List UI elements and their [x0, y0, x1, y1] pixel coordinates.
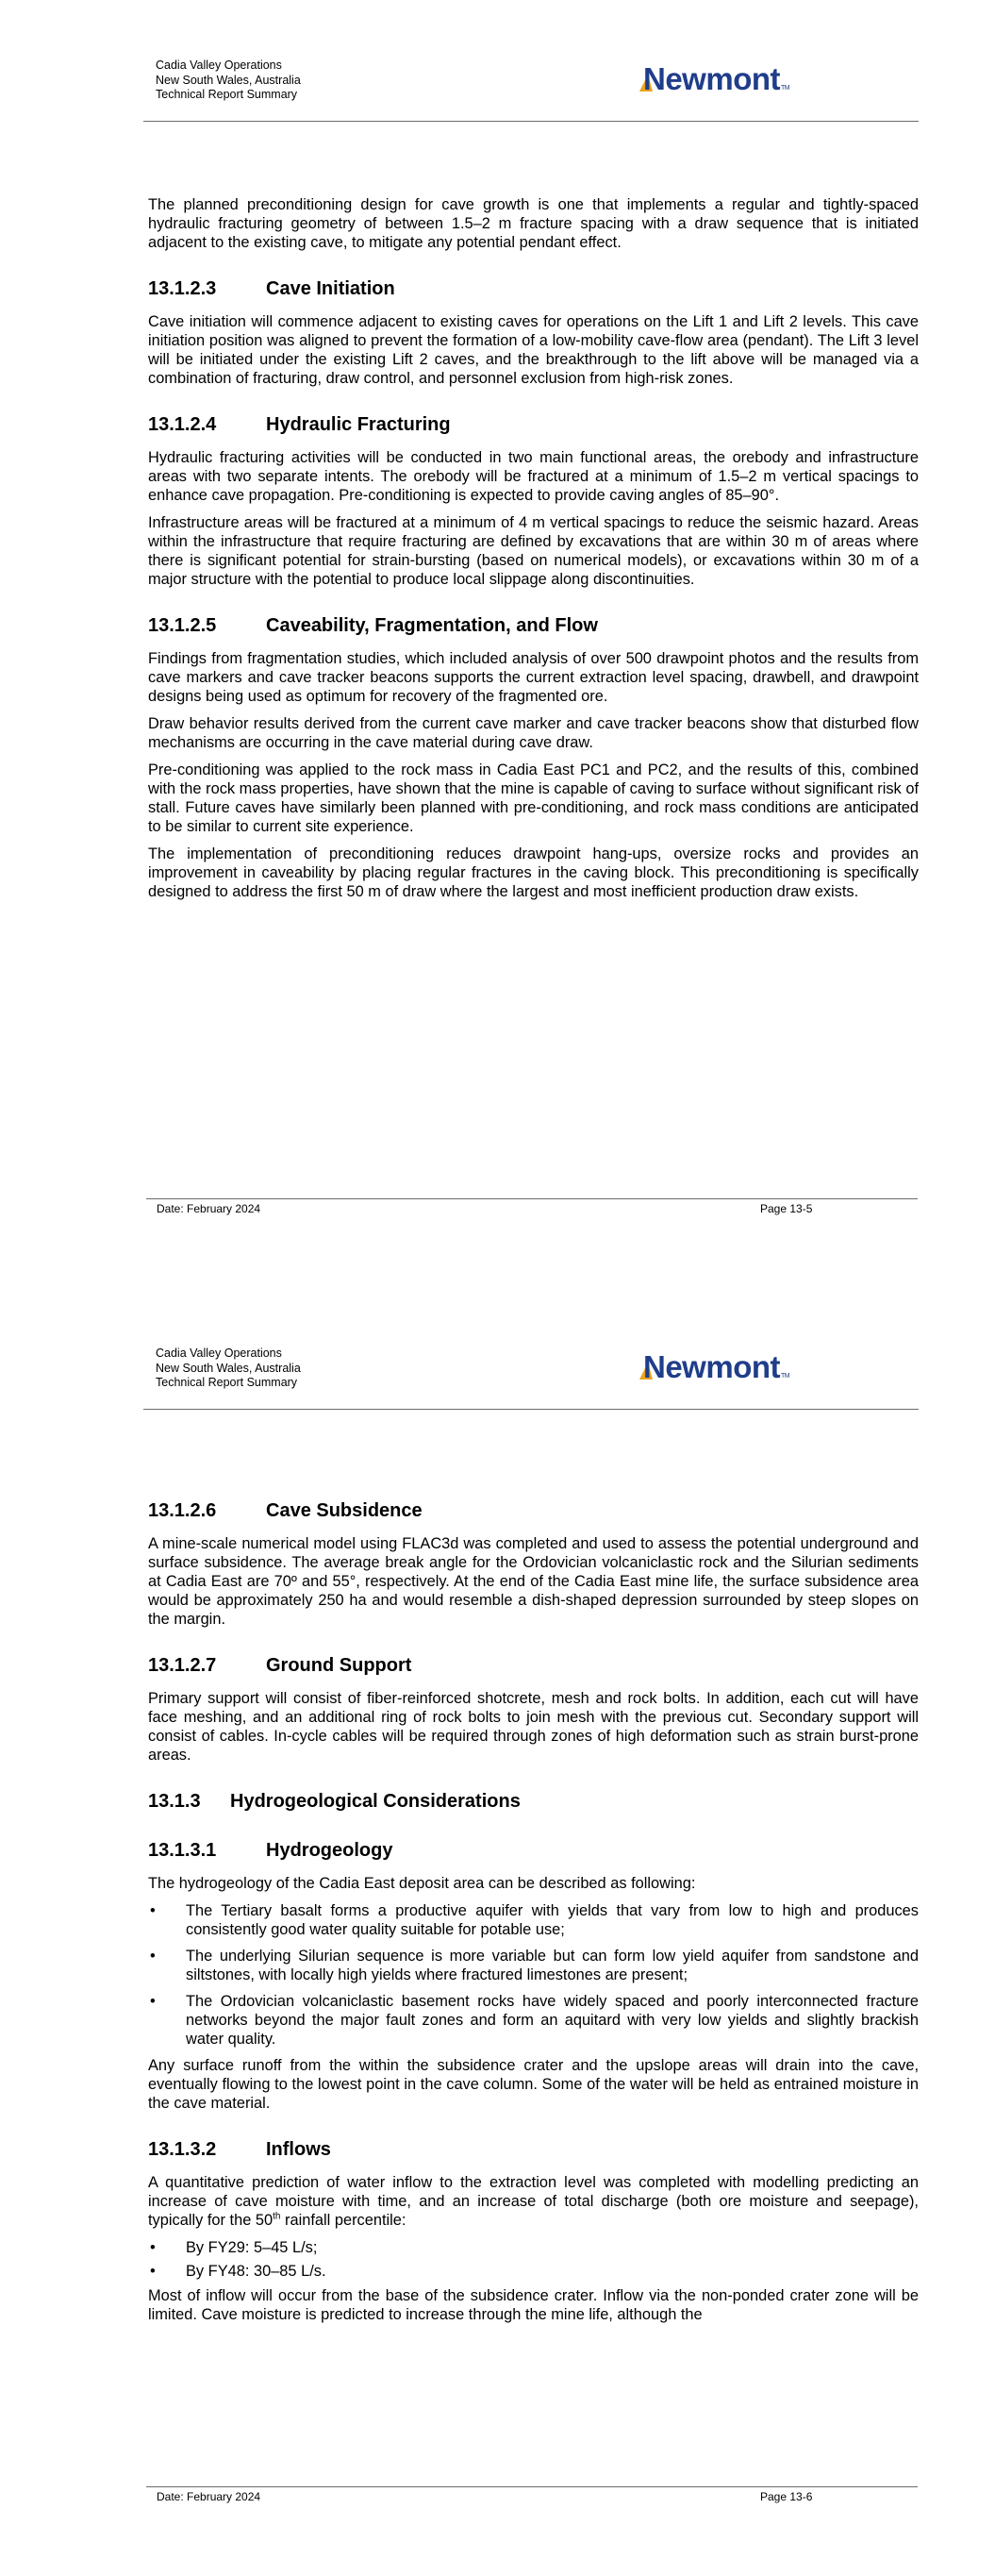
- section-title: Hydraulic Fracturing: [266, 414, 451, 435]
- bullet-icon: •: [150, 2263, 156, 2280]
- body-paragraph: Draw behavior results derived from the current cave marker and cave tracker beacons show that disturbed flow mechanisms are occurring in the cave material during cave draw.: [148, 715, 919, 751]
- list-item-text: The underlying Silurian sequence is more variable but can form low yield aquifer from sandstone and siltstones, with locally high yields where fractured limestones are present;: [186, 1948, 919, 1983]
- bullet-icon: •: [150, 1948, 156, 1965]
- header-line-1: Cadia Valley Operations: [156, 1347, 282, 1360]
- section-title: Ground Support: [266, 1655, 412, 1676]
- section-title: Cave Subsidence: [266, 1500, 423, 1521]
- list-item-text: By FY48: 30–85 L/s.: [186, 2263, 326, 2280]
- header-line-2: New South Wales, Australia: [156, 73, 301, 87]
- bullet-icon: •: [150, 1902, 156, 1919]
- body-paragraph: Cave initiation will commence adjacent to existing caves for operations on the Lift 1 and Lift 2 levels. This cave initiation position was aligned to prevent the formation of a low-mobility cave-flow area (pendant). The Lift 3 level will be initiated under the existing Lift 2 caves, and the breakthrough to the lift above will be managed via a combination of fracturing, draw control, and personnel exclusion from high-risk zones.: [148, 313, 919, 387]
- footer-date: Date: February 2024: [157, 1202, 261, 1215]
- body-paragraph: Most of inflow will occur from the base of the subsidence crater. Inflow via the non-ponded crater zone will be limited. Cave moisture is predicted to increase through the mine life, although the: [148, 2287, 919, 2323]
- page-body: [148, 195, 919, 910]
- section-heading: [148, 1838, 919, 1863]
- body-paragraph: Hydraulic fracturing activities will be conducted in two main functional areas, the orebody and infrastructure areas with two separate intents. The orebody will be fractured at a minimum of 1.5–2 m vertical spacings to enhance cave propagation. Pre-conditioning is expected to provide caving angles of 85–90°.: [148, 449, 919, 504]
- list-item: [148, 2238, 919, 2257]
- bullet-icon: •: [150, 2239, 156, 2256]
- section-number: 13.1.2.5: [148, 615, 217, 636]
- ordinal-suffix: th: [273, 2211, 281, 2222]
- section-title: Cave Initiation: [266, 278, 395, 299]
- section-heading: [148, 276, 919, 301]
- footer-page-number: Page 13-6: [760, 2490, 813, 2503]
- section-title: Hydrogeology: [266, 1840, 393, 1861]
- page-body: [148, 1498, 919, 2333]
- page-13-6: [0, 1288, 995, 2576]
- body-paragraph: Infrastructure areas will be fractured at a minimum of 4 m vertical spacings to reduce the seismic hazard. Areas within the infrastructure that require fracturing are defined by excavations that are within 30 m of areas where there is significant potential for strain-bursting (based on numerical models), or excavations within 30 m of a major structure with the potential to produce local slippage along discontinuities.: [148, 514, 919, 588]
- header-line-2: New South Wales, Australia: [156, 1361, 301, 1375]
- logo-wordmark: Newmont: [643, 61, 780, 96]
- page-header-text: [156, 59, 301, 103]
- section-number: 13.1.3.1: [148, 1840, 217, 1861]
- section-heading: [148, 412, 919, 437]
- header-line-3: Technical Report Summary: [156, 88, 298, 101]
- list-item: [148, 2262, 919, 2281]
- section-heading: [148, 1498, 919, 1523]
- section-heading: [148, 1653, 919, 1678]
- list-item: [148, 1992, 919, 2049]
- section-number: 13.1.3: [148, 1791, 201, 1812]
- body-paragraph: Primary support will consist of fiber-reinforced shotcrete, mesh and rock bolts. In addition, each cut will have face meshing, and an additional ring of rock bolts to join mesh with the previous cut. Secondary support will consist of cables. In-cycle cables will be required through zones of high deformation such as strain burst-prone areas.: [148, 1690, 919, 1764]
- list-item: [148, 1901, 919, 1939]
- section-number: 13.1.2.6: [148, 1500, 217, 1521]
- section-title: Inflows: [266, 2139, 331, 2160]
- section-heading: [148, 613, 919, 638]
- section-number: 13.1.2.4: [148, 414, 217, 435]
- body-paragraph: The hydrogeology of the Cadia East deposit area can be described as following:: [148, 1875, 696, 1892]
- newmont-logo: [639, 60, 828, 98]
- section-number: 13.1.3.2: [148, 2139, 217, 2160]
- inflow-text-b: rainfall percentile:: [280, 2212, 406, 2229]
- header-line-3: Technical Report Summary: [156, 1376, 298, 1389]
- body-paragraph: A mine-scale numerical model using FLAC3d was completed and used to assess the potential underground and surface subsidence. The average break angle for the Ordovician volcaniclastic rock and the Silurian sediments at Cadia East are 70º and 55°, respectively. At the end of the Cadia East mine life, the surface subsidence area would be approximately 250 ha and would resemble a dish-shaped depression surrounded by steep slopes on the margin.: [148, 1535, 919, 1628]
- newmont-logo: [639, 1348, 828, 1386]
- body-paragraph: Findings from fragmentation studies, which included analysis of over 500 drawpoint photos and the results from cave markers and cave tracker beacons supports the current extraction level spacing, drawbell, and drawpoint designs being used as optimum for recovery of the fragmented ore.: [148, 650, 919, 705]
- inflow-bullet-list: [148, 2238, 919, 2281]
- section-number: 13.1.2.7: [148, 1655, 217, 1676]
- body-paragraph: The implementation of preconditioning reduces drawpoint hang-ups, oversize rocks and provides an improvement in caveability by placing regular fractures in the caving block. This preconditioning is specifically designed to address the first 50 m of draw where the largest and most inefficient production draw exists.: [148, 845, 919, 900]
- list-item-text: The Tertiary basalt forms a productive aquifer with yields that vary from low to high and produces consistently good water quality suitable for potable use;: [186, 1902, 919, 1938]
- header-line-1: Cadia Valley Operations: [156, 59, 282, 72]
- body-paragraph: Pre-conditioning was applied to the rock mass in Cadia East PC1 and PC2, and the results of this, combined with the rock mass properties, have shown that the mine is capable of caving to surface without significant risk of stall. Future caves have similarly been planned with pre-conditioning, and rock mass conditions are anticipated to be similar to current site experience.: [148, 761, 919, 835]
- footer-page-number: Page 13-5: [760, 1202, 813, 1215]
- footer-divider: [146, 2486, 918, 2487]
- page-header-text: [156, 1347, 301, 1391]
- section-title: Hydrogeological Considerations: [230, 1791, 521, 1812]
- intro-paragraph: The planned preconditioning design for cave growth is one that implements a regular and tightly-spaced hydraulic fracturing geometry of between 1.5–2 m fracture spacing with a draw sequence that is initiated adjacent to the existing cave, to mitigate any potential pendant effect.: [148, 196, 919, 251]
- list-item: [148, 1947, 919, 1984]
- footer-divider: [146, 1198, 918, 1199]
- section-heading: [148, 2137, 919, 2162]
- inflow-text-a: A quantitative prediction of water inflow to the extraction level was completed with modelling predicting an increase of cave moisture with time, and an increase of total discharge (both ore moisture and seepage), typically for the 50: [148, 2174, 919, 2229]
- body-paragraph: [148, 2173, 919, 2230]
- bullet-icon: •: [150, 1993, 156, 2010]
- hydrogeology-bullet-list: [148, 1901, 919, 2049]
- footer-date: Date: February 2024: [157, 2490, 261, 2503]
- section-heading: [148, 1789, 919, 1814]
- logo-trademark: TM: [781, 85, 790, 92]
- logo-trademark: TM: [781, 1373, 790, 1380]
- list-item-text: The Ordovician volcaniclastic basement rocks have widely spaced and poorly interconnected fracture networks beyond the major fault zones and form an aquitard with very low yields and slightly brackish water quality.: [186, 1993, 919, 2048]
- logo-wordmark: Newmont: [643, 1349, 780, 1384]
- header-divider: [143, 121, 919, 122]
- header-divider: [143, 1409, 919, 1410]
- body-paragraph: Any surface runoff from the within the subsidence crater and the upslope areas will drain into the cave, eventually flowing to the lowest point in the cave column. Some of the water will be held as entrained moisture in the cave material.: [148, 2057, 919, 2112]
- section-title: Caveability, Fragmentation, and Flow: [266, 615, 598, 636]
- list-item-text: By FY29: 5–45 L/s;: [186, 2239, 318, 2256]
- section-number: 13.1.2.3: [148, 278, 217, 299]
